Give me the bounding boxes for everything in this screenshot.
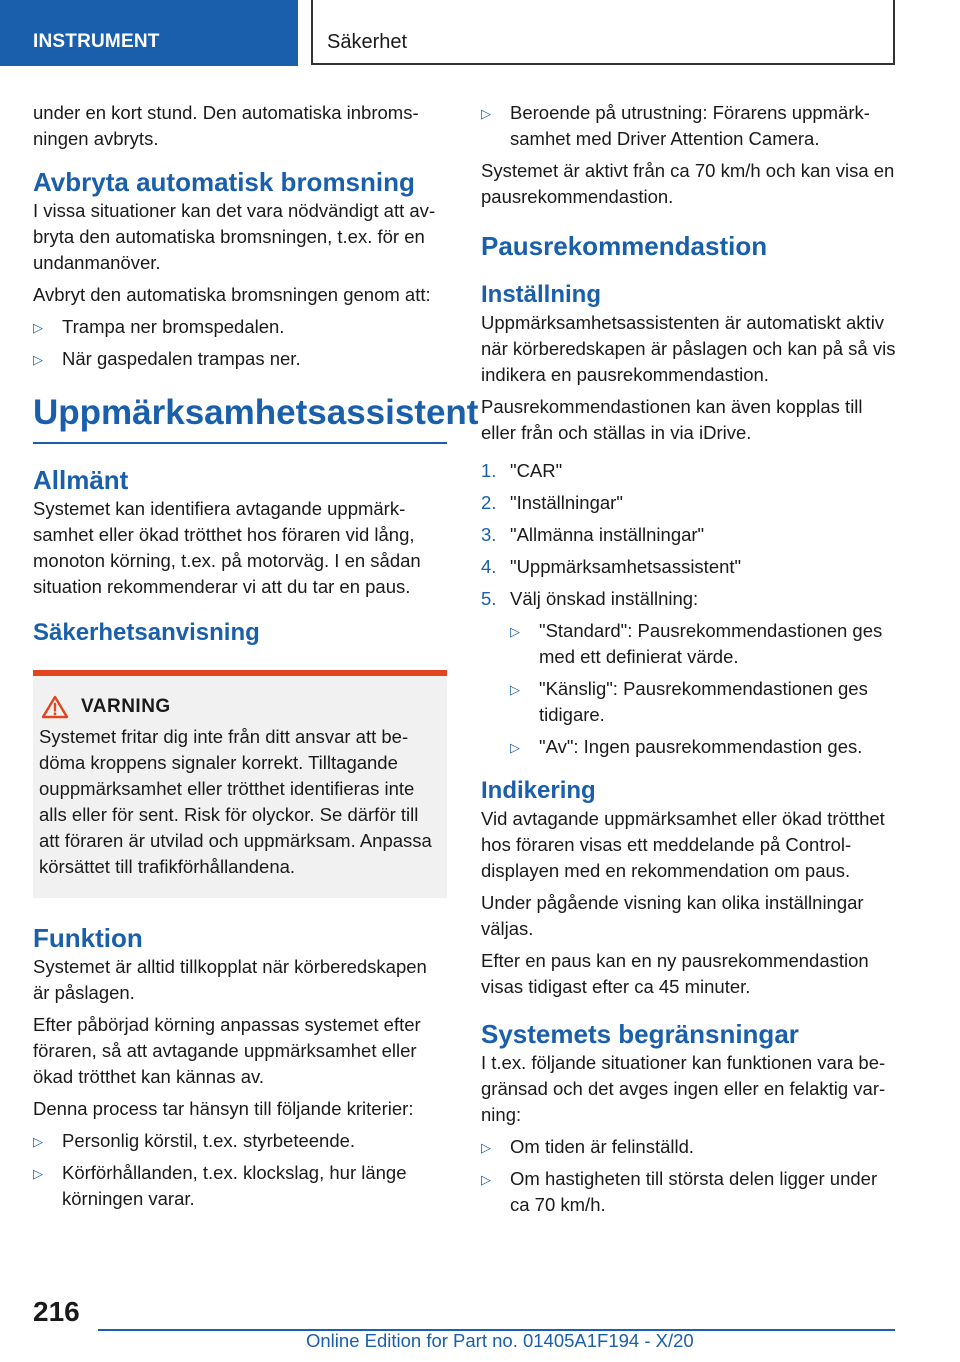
- warning-triangle-icon: [41, 695, 69, 719]
- warning-text: Systemet fritar dig inte från ditt ansvar att bedöma kroppens signaler korrekt. Tilltagande ouppmärksamhet eller trötthet identifieras inte alls eller för sent. Risk för olyckor. Se därför till att föraren är utvilad och uppmärksam. Anpassa körsättet till trafikförhållandena.: [39, 726, 432, 877]
- list-item: ▷ "Standard": Pausrekommendastionen ges med ett definierat värde.: [510, 620, 883, 667]
- triangle-right-icon: ▷: [33, 320, 43, 335]
- triangle-right-icon: ▷: [33, 352, 43, 367]
- safety-heading: Säkerhetsanvisning: [33, 619, 260, 646]
- cancel-list: [33, 314, 447, 372]
- warning-title: VARNING: [81, 696, 171, 717]
- right-column: [481, 100, 896, 1224]
- triangle-right-icon: ▷: [481, 1172, 491, 1187]
- triangle-right-icon: ▷: [510, 682, 520, 697]
- page-number: 216: [33, 1296, 80, 1327]
- page-header: [0, 0, 960, 66]
- triangle-right-icon: ▷: [481, 106, 491, 121]
- edition-text: Online Edition for Part no. 01405A1F194 - X/20: [306, 1330, 694, 1351]
- left-column: [33, 100, 479, 1218]
- general-paragraph: Systemet kan identifiera avtagande uppmärksamhet eller ökad trötthet hos föraren vid lång, monoton körning, t.ex. på motorväg. I en sådan situation rekommenderar vi att du tar en paus.: [33, 498, 421, 597]
- top-list: [481, 100, 896, 152]
- main-heading: Uppmärksamhetsassistent: [33, 390, 447, 444]
- list-item: ▷ Beroende på utrustning: Förarens uppmärksamhet med Driver Attention Camera.: [481, 102, 870, 149]
- warning-header: [39, 694, 439, 720]
- settings-steps: [481, 458, 896, 760]
- step-item: 1. "CAR": [481, 460, 563, 481]
- triangle-right-icon: ▷: [33, 1166, 43, 1181]
- function-heading: Funktion: [33, 923, 143, 953]
- general-heading: Allmänt: [33, 465, 129, 495]
- function-paragraph-2: Efter påbörjad körning anpassas systemet efter föraren, så att avtagande uppmärksamhet eller ökad trötthet kan kännas av.: [33, 1014, 421, 1087]
- step-item: 4. "Uppmärksamhetsassistent": [481, 556, 742, 577]
- active-speed-paragraph: Systemet är aktivt från ca 70 km/h och kan visa en pausrekommendastion.: [481, 160, 895, 207]
- triangle-right-icon: ▷: [510, 740, 520, 755]
- function-paragraph-1: Systemet är alltid tillkopplat när körberedskapen är påslagen.: [33, 956, 427, 1003]
- list-item: ▷ "Känslig": Pausrekommendastionen ges tidigare.: [510, 678, 868, 725]
- list-item: ▷ Om tiden är felinställd.: [481, 1134, 896, 1160]
- setting-paragraph-2: Pausrekommendastionen kan även kopplas till eller från och ställas in via iDrive.: [481, 396, 863, 443]
- triangle-right-icon: ▷: [33, 1134, 43, 1149]
- chapter-tab: INSTRUMENT: [0, 0, 298, 66]
- triangle-right-icon: ▷: [510, 624, 520, 639]
- list-item: ▷ Körförhållanden, t.ex. klockslag, hur länge körningen varar.: [33, 1162, 407, 1209]
- limits-heading: Systemets begränsningar: [481, 1019, 799, 1049]
- list-item: ▷ Trampa ner bromspedalen.: [33, 314, 447, 340]
- section-tab: Säkerhet: [311, 0, 895, 65]
- step-item: 3. "Allmänna inställningar": [481, 524, 705, 545]
- triangle-right-icon: ▷: [481, 1140, 491, 1155]
- step5-options: [510, 618, 896, 760]
- indication-paragraph-3: Efter en paus kan en ny pausrekommendastion visas tidigast efter ca 45 minuter.: [481, 950, 869, 997]
- step-item: 2. "Inställningar": [481, 492, 623, 513]
- indication-paragraph-2: Under pågående visning kan olika inställningar väljas.: [481, 892, 864, 939]
- setting-paragraph-1: Uppmärksamhetsassistenten är automatiskt aktiv när körberedskapen är påslagen och kan på så vis indikera en pausrekommendastion.: [481, 312, 896, 385]
- indication-heading: Indikering: [481, 777, 596, 804]
- pause-heading: Pausrekommendastion: [481, 231, 768, 261]
- list-item: ▷ Personlig körstil, t.ex. styrbeteende.: [33, 1128, 447, 1154]
- list-item: ▷ "Av": Ingen pausrekommendastion ges.: [510, 734, 896, 760]
- limits-paragraph: I t.ex. följande situationer kan funktionen vara begränsad och det avges ingen eller en felaktig varning:: [481, 1052, 886, 1125]
- setting-heading: Inställning: [481, 281, 601, 308]
- indication-paragraph-1: Vid avtagande uppmärksamhet eller ökad trötthet hos föraren visas ett meddelande på Control-displayen med en rekommendation om paus.: [481, 808, 885, 881]
- step-item: 5. Välj önskad inställning: ▷ "Standard": Pausrekommendastionen ges med ett definierat värde. ▷ "Känslig": Pausrekommendastionen ges tidigare. ▷ "Av": Ingen pausrekommendastion ges.: [481, 586, 896, 760]
- limits-list: [481, 1134, 896, 1218]
- function-list: [33, 1128, 447, 1212]
- intro-paragraph: under en kort stund. Den automatiska inbromsningen avbryts.: [33, 102, 419, 149]
- warning-box: [33, 670, 447, 898]
- list-item: ▷ Om hastigheten till största delen ligger under ca 70 km/h.: [481, 1168, 878, 1215]
- cancel-paragraph-1: I vissa situationer kan det vara nödvändigt att avbryta den automatiska bromsningen, t.ex. för en undanmanöver.: [33, 200, 436, 273]
- cancel-braking-heading: Avbryta automatisk bromsning: [33, 167, 415, 197]
- cancel-paragraph-2: Avbryt den automatiska bromsningen genom att:: [33, 284, 431, 305]
- list-item: ▷ När gaspedalen trampas ner.: [33, 346, 447, 372]
- function-paragraph-3: Denna process tar hänsyn till följande kriterier:: [33, 1098, 414, 1119]
